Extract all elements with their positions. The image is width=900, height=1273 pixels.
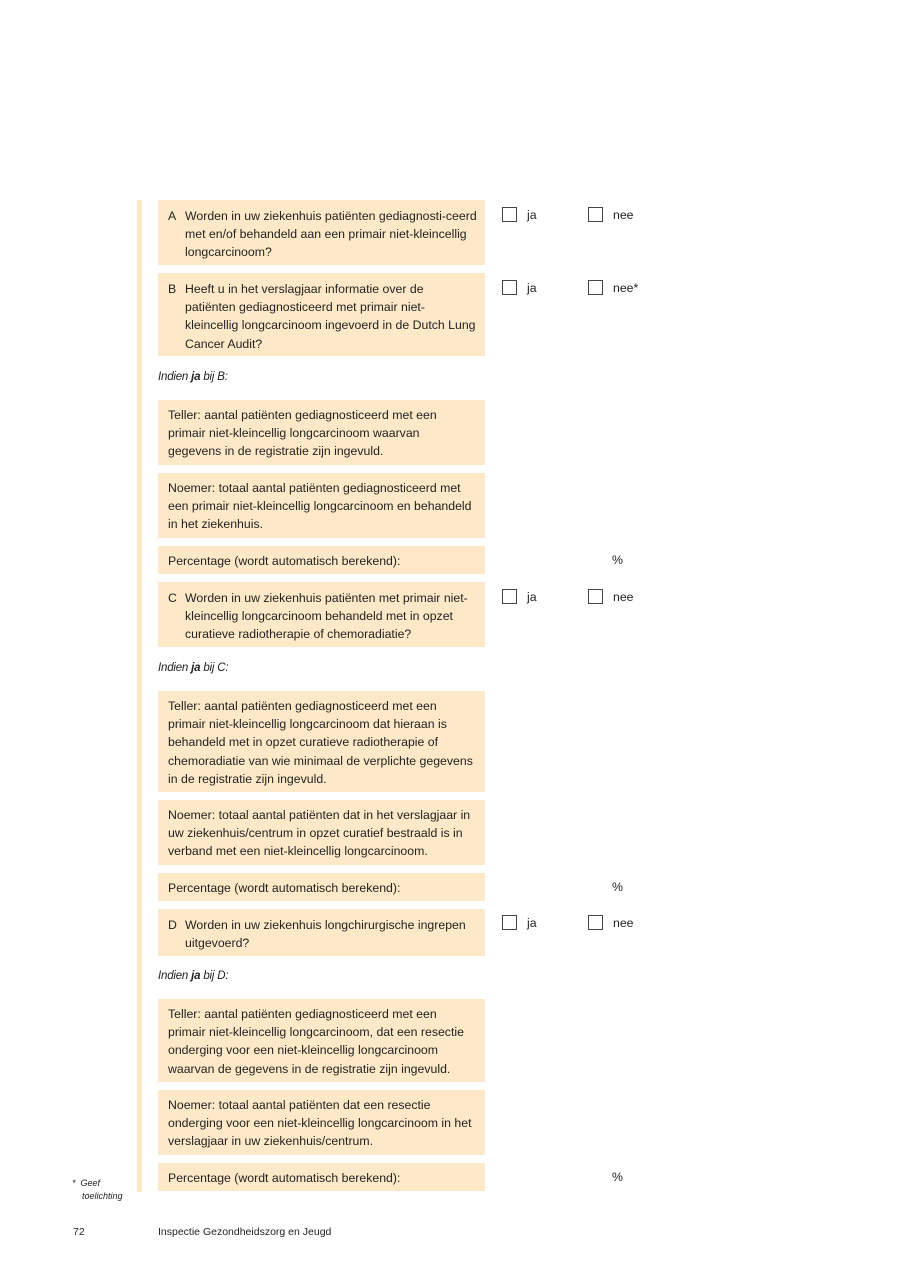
option-label: nee: [613, 915, 634, 930]
question-text: Worden in uw ziekenhuis patiënten gediagnosti-ceerd met en/of behandeld aan een primair niet-kleincellig longcarcinoom?: [185, 209, 477, 260]
option-label: ja: [527, 280, 537, 295]
condition-bold: ja: [191, 662, 201, 674]
teller-c: Teller: aantal patiënten gediagnosticeerd met een primair niet-kleincellig longcarcinoom dat hieraan is behandeld met in opzet curatieve radiotherapie of chemoradiatie van wie minimaal de verplichte gegevens in de registratie zijn ingevuld.: [158, 691, 485, 792]
question-c: [158, 582, 485, 647]
answer-b-no[interactable]: [588, 280, 638, 295]
question-d: [158, 909, 485, 956]
checkbox[interactable]: [502, 915, 517, 930]
footnote-line-2: toelichting: [82, 1191, 123, 1201]
checkbox[interactable]: [502, 589, 517, 604]
condition-suffix: bij D:: [200, 970, 229, 982]
question-letter: B: [168, 282, 177, 296]
checkbox[interactable]: [588, 280, 603, 295]
footnote-line-1: Geef: [80, 1178, 101, 1188]
condition-c: [158, 662, 228, 674]
answer-a-no[interactable]: [588, 207, 634, 222]
question-text: Worden in uw ziekenhuis longchirurgische ingrepen uitgevoerd?: [185, 918, 466, 951]
percentage-c-unit: %: [612, 880, 623, 894]
percentage-c: Percentage (wordt automatisch berekend):: [158, 873, 485, 901]
option-label: ja: [527, 207, 537, 222]
option-label: ja: [527, 915, 537, 930]
option-label: nee*: [613, 280, 639, 295]
percentage-b: Percentage (wordt automatisch berekend):: [158, 546, 485, 574]
noemer-c: Noemer: totaal aantal patiënten dat in het verslagjaar in uw ziekenhuis/centrum in opzet curatief bestraald is in verband met een niet-kleincellig longcarcinoom.: [158, 800, 485, 865]
footnote-marker: *: [72, 1178, 76, 1188]
question-text: Heeft u in het verslagjaar informatie over de patiënten gediagnosticeerd met primair niet-kleincellig longcarcinoom ingevoerd in de Dutch Lung Cancer Audit?: [185, 282, 476, 351]
answer-b-yes[interactable]: [502, 280, 537, 295]
condition-prefix: Indien: [158, 662, 192, 674]
noemer-b: Noemer: totaal aantal patiënten gediagnosticeerd met een primair niet-kleincellig longcarcinoom en behandeld in het ziekenhuis.: [158, 473, 485, 538]
question-letter: D: [168, 918, 177, 932]
condition-bold: ja: [191, 970, 201, 982]
answer-d-no[interactable]: [588, 915, 634, 930]
checkbox[interactable]: [588, 207, 603, 222]
answer-c-yes[interactable]: [502, 589, 537, 604]
page-number: 72: [73, 1226, 85, 1238]
question-a: [158, 200, 485, 265]
condition-bold: ja: [191, 371, 201, 383]
teller-d: Teller: aantal patiënten gediagnosticeerd met een primair niet-kleincellig longcarcinoom, dat een resectie onderging voor een niet-kleincellig longcarcinoom waarvan de gegevens in de registratie zijn ingevuld.: [158, 999, 485, 1082]
answer-c-no[interactable]: [588, 589, 634, 604]
option-label: nee: [613, 207, 634, 222]
condition-prefix: Indien: [158, 371, 192, 383]
section-side-bar: [137, 200, 142, 1192]
question-b: [158, 273, 485, 356]
footnote: [72, 1177, 123, 1203]
option-label: ja: [527, 589, 537, 604]
percentage-b-unit: %: [612, 553, 623, 567]
question-letter: C: [168, 591, 177, 605]
noemer-d: Noemer: totaal aantal patiënten dat een resectie onderging voor een niet-kleincellig longcarcinoom in het verslagjaar in uw ziekenhuis/centrum.: [158, 1090, 485, 1155]
checkbox[interactable]: [502, 280, 517, 295]
condition-prefix: Indien: [158, 970, 192, 982]
percentage-d: Percentage (wordt automatisch berekend):: [158, 1163, 485, 1191]
question-letter: A: [168, 209, 177, 223]
checkbox[interactable]: [502, 207, 517, 222]
option-label: nee: [613, 589, 634, 604]
footer-title: Inspectie Gezondheidszorg en Jeugd: [158, 1226, 332, 1238]
condition-b: [158, 371, 228, 383]
condition-d: [158, 970, 228, 982]
answer-a-yes[interactable]: [502, 207, 537, 222]
condition-suffix: bij B:: [200, 371, 228, 383]
percentage-d-unit: %: [612, 1170, 623, 1184]
checkbox[interactable]: [588, 589, 603, 604]
answer-d-yes[interactable]: [502, 915, 537, 930]
teller-b: Teller: aantal patiënten gediagnosticeerd met een primair niet-kleincellig longcarcinoom waarvan gegevens in de registratie zijn ingevuld.: [158, 400, 485, 465]
checkbox[interactable]: [588, 915, 603, 930]
condition-suffix: bij C:: [200, 662, 229, 674]
question-text: Worden in uw ziekenhuis patiënten met primair niet-kleincellig longcarcinoom behandeld met in opzet curatieve radiotherapie of chemoradiatie?: [185, 591, 468, 642]
